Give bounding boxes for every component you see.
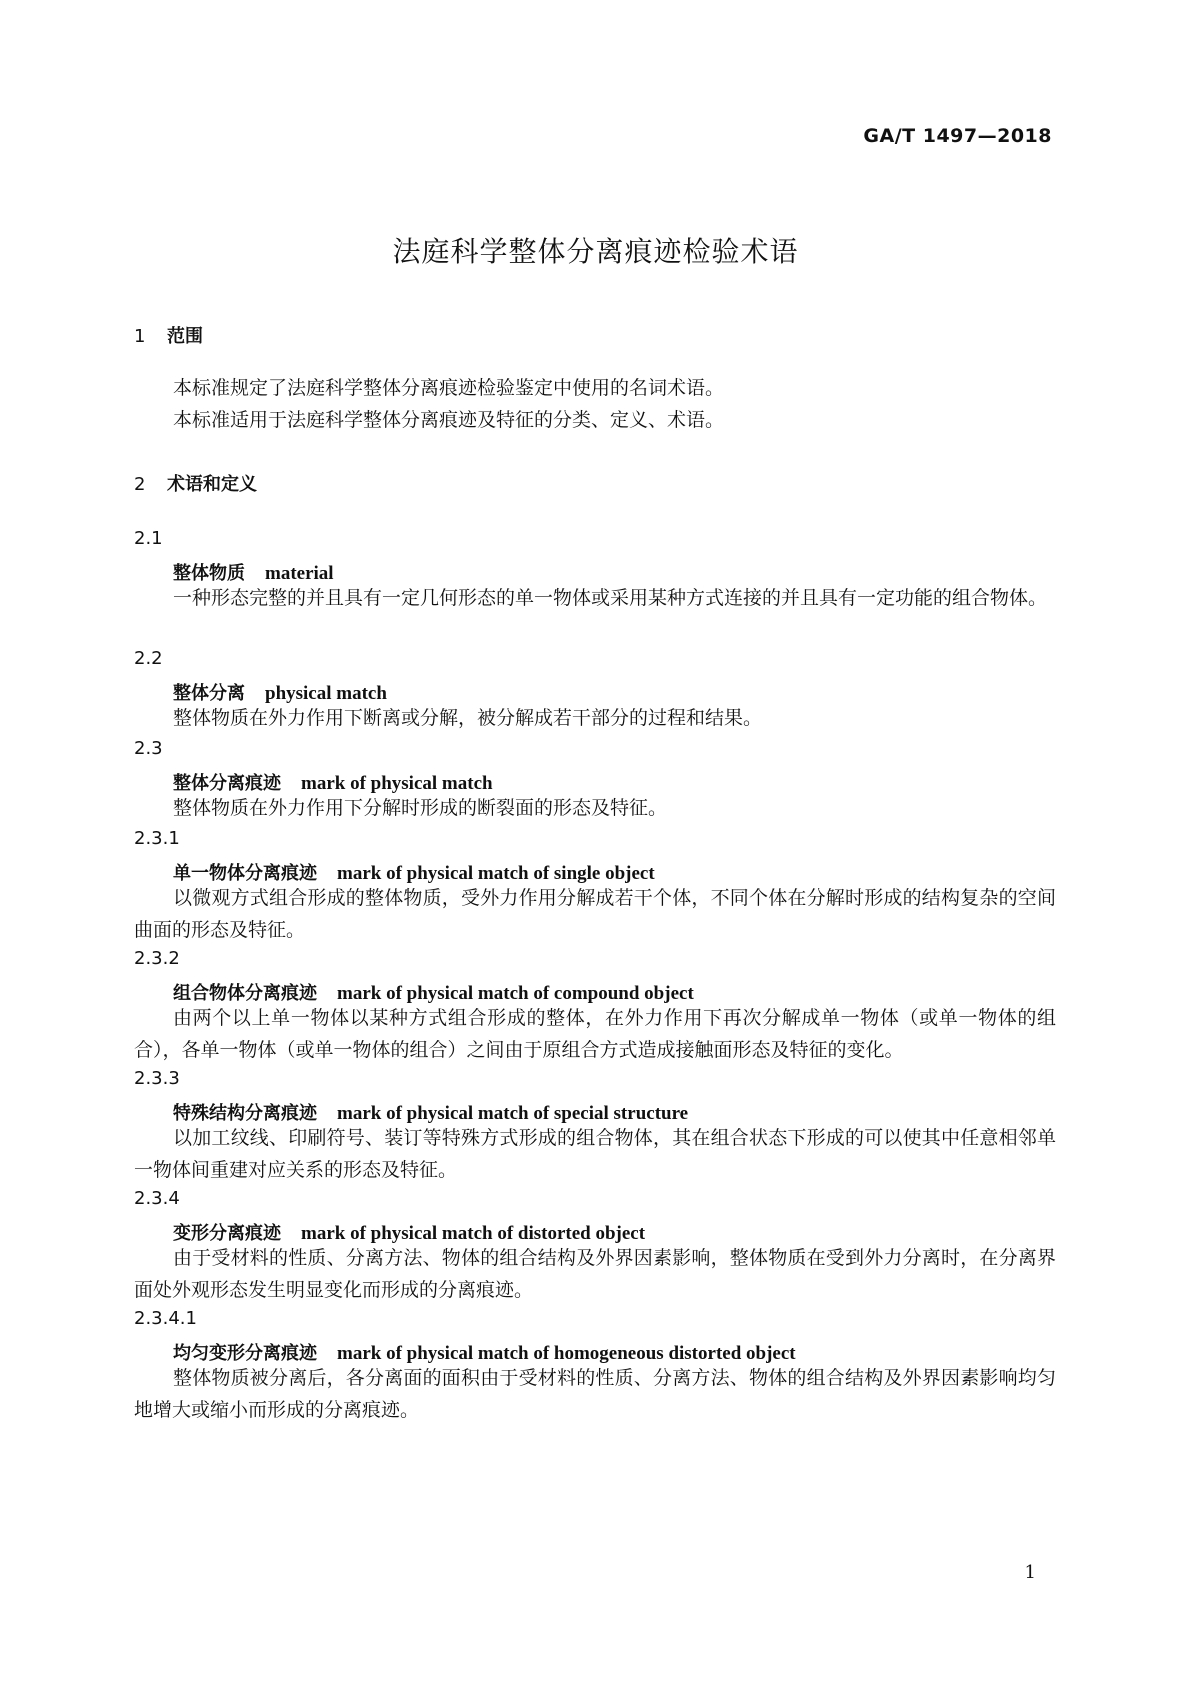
section-heading-terms: [134, 470, 257, 496]
term-definition: 以微观方式组合形成的整体物质，受外力作用分解成若干个体，不同个体在分解时形成的结构复杂的空间曲面的形态及特征。: [134, 887, 1056, 941]
section-heading-scope: [134, 322, 203, 348]
term-definition: 一种形态完整的并且具有一定几何形态的单一物体或采用某种方式连接的并且具有一定功能的组合物体。: [173, 587, 1048, 609]
section-heading-text: 术语和定义: [167, 474, 257, 495]
term-english: material: [265, 563, 334, 584]
term-number: 2.3.4.1: [134, 1308, 197, 1329]
scope-paragraph-1: 本标准规定了法庭科学整体分离痕迹检验鉴定中使用的名词术语。: [173, 377, 725, 399]
term-english: mark of physical match of distorted object: [301, 1223, 646, 1244]
term-chinese: 整体分离痕迹: [173, 773, 281, 794]
term-chinese: 均匀变形分离痕迹: [173, 1343, 317, 1364]
term-number: 2.3.2: [134, 948, 180, 969]
scope-paragraph-2: 本标准适用于法庭科学整体分离痕迹及特征的分类、定义、术语。: [173, 409, 725, 431]
term-number: 2.3.4: [134, 1188, 180, 1209]
section-number: 2: [134, 474, 146, 495]
term-english: mark of physical match of homogeneous distorted object: [337, 1343, 796, 1364]
section-number: 1: [134, 326, 146, 347]
term-number: 2.2: [134, 648, 163, 669]
section-heading-text: 范围: [167, 326, 203, 347]
term-chinese: 变形分离痕迹: [173, 1223, 281, 1244]
standard-code: GA/T 1497—2018: [863, 125, 1052, 147]
term-definition: 整体物质被分离后，各分离面的面积由于受材料的性质、分离方法、物体的组合结构及外界因素影响均匀地增大或缩小而形成的分离痕迹。: [134, 1367, 1056, 1421]
term-chinese: 整体分离: [173, 683, 245, 704]
term-english: mark of physical match of compound object: [337, 983, 694, 1004]
term-chinese: 特殊结构分离痕迹: [173, 1103, 317, 1124]
term-english: mark of physical match of single object: [337, 863, 655, 884]
term-definition: 由两个以上单一物体以某种方式组合形成的整体，在外力作用下再次分解成单一物体（或单一物体的组合），各单一物体（或单一物体的组合）之间由于原组合方式造成接触面形态及特征的变化。: [134, 1007, 1056, 1061]
term-number: 2.3.3: [134, 1068, 180, 1089]
term-definition: 整体物质在外力作用下断离或分解，被分解成若干部分的过程和结果。: [173, 707, 763, 729]
term-english: mark of physical match: [301, 773, 493, 794]
term-definition: 由于受材料的性质、分离方法、物体的组合结构及外界因素影响，整体物质在受到外力分离时，在分离界面处外观形态发生明显变化而形成的分离痕迹。: [134, 1247, 1056, 1301]
page-title: 法庭科学整体分离痕迹检验术语: [392, 235, 799, 268]
term-number: 2.3: [134, 738, 163, 759]
term-chinese: 整体物质: [173, 563, 245, 584]
page-number: 1: [1024, 1562, 1036, 1583]
term-definition: 整体物质在外力作用下分解时形成的断裂面的形态及特征。: [173, 797, 668, 819]
term-number: 2.3.1: [134, 828, 180, 849]
term-chinese: 单一物体分离痕迹: [173, 863, 317, 884]
term-english: physical match: [265, 683, 387, 704]
term-english: mark of physical match of special structure: [337, 1103, 689, 1124]
term-definition: 以加工纹线、印刷符号、装订等特殊方式形成的组合物体，其在组合状态下形成的可以使其中任意相邻单一物体间重建对应关系的形态及特征。: [134, 1127, 1056, 1181]
term-number: 2.1: [134, 528, 163, 549]
term-chinese: 组合物体分离痕迹: [173, 983, 317, 1004]
